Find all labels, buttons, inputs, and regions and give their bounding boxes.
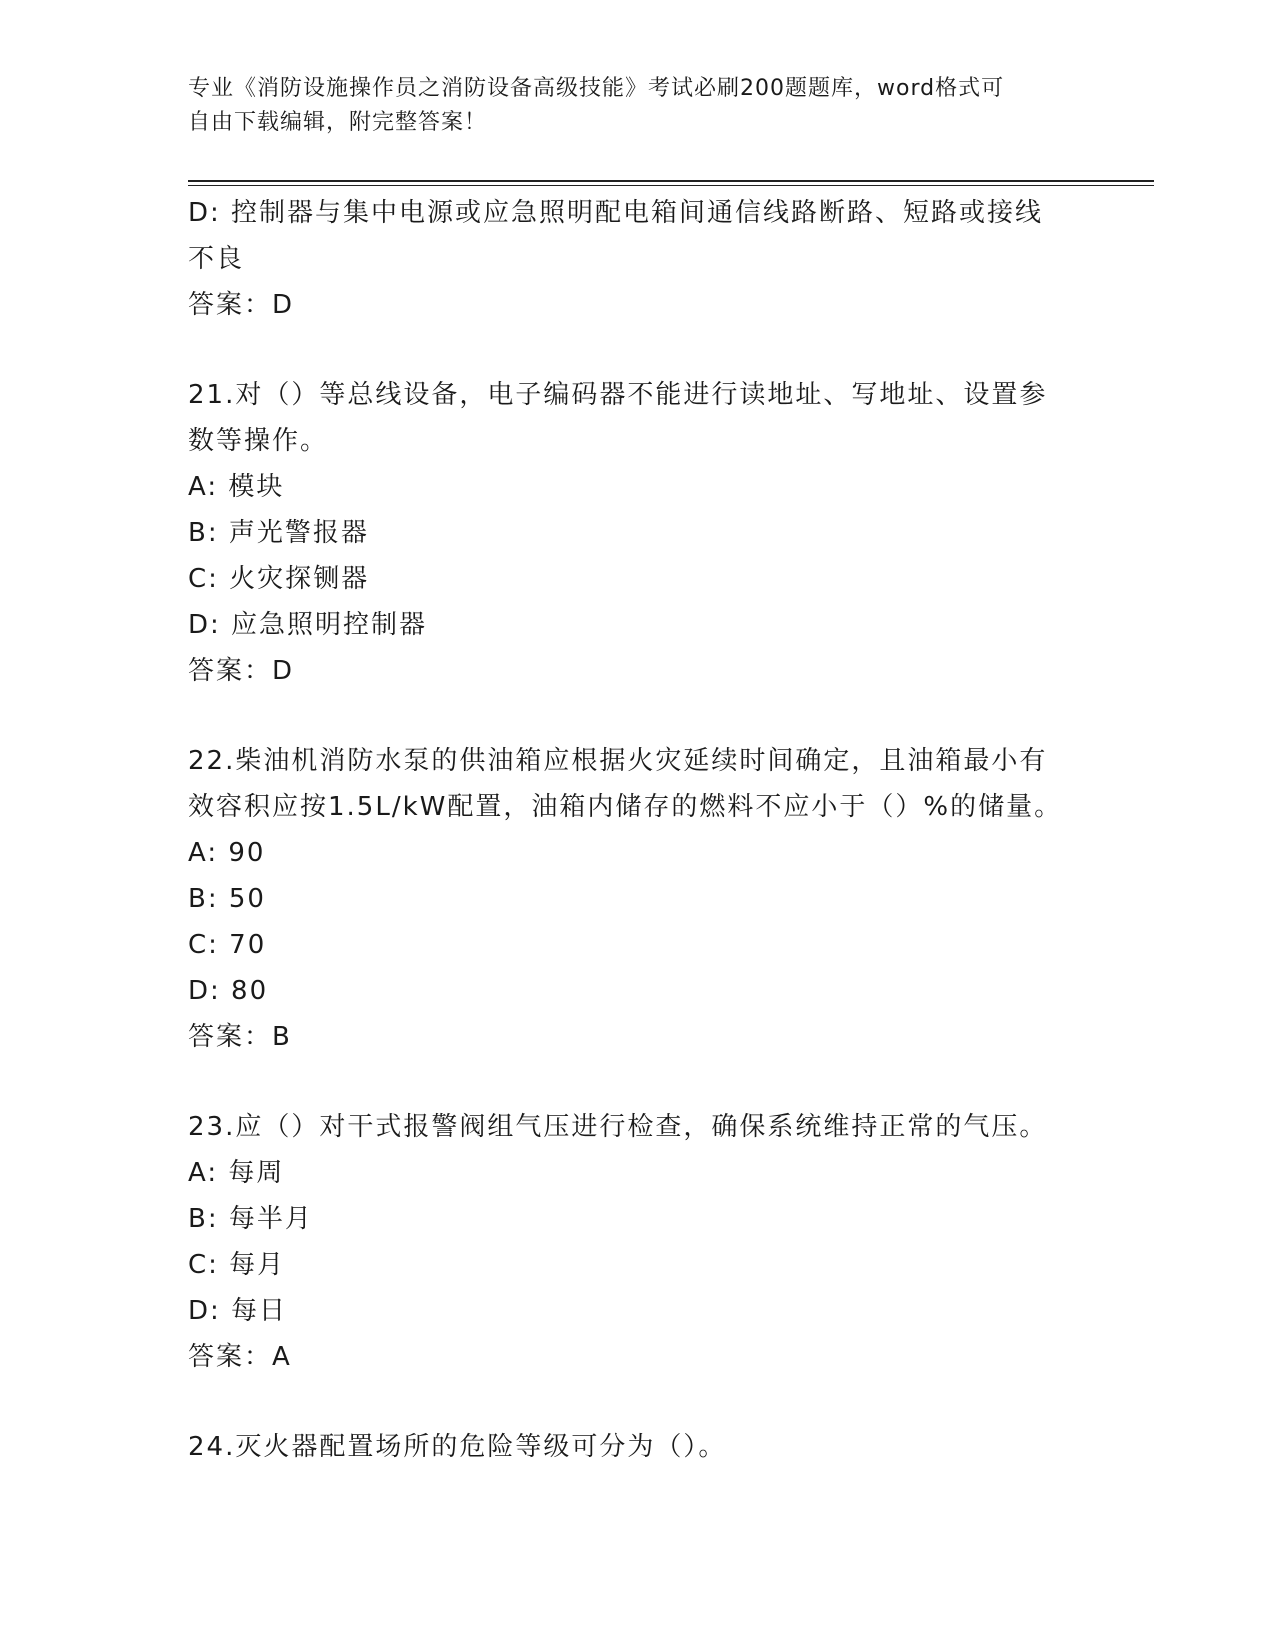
header-divider-thick (188, 180, 1154, 182)
option-c: C: 火灾探铡器 (188, 564, 370, 594)
question-24 (188, 1424, 1088, 1470)
option-a: A: 每周 (188, 1158, 285, 1188)
question-stem: 23.应（）对干式报警阀组气压进行检查，确保系统维持正常的气压。 (188, 1112, 1048, 1142)
question-22 (188, 738, 1088, 1060)
option-b: B: 50 (188, 884, 266, 914)
option-d: D: 每日 (188, 1296, 288, 1326)
option-c: C: 70 (188, 930, 267, 960)
question-21 (188, 372, 1088, 694)
option-d: D: 应急照明控制器 (188, 610, 428, 640)
spacer (188, 694, 1088, 738)
question-stem-continuation: 效容积应按1.5L/kW配置，油箱内储存的燃料不应小于（）%的储量。 (188, 792, 1063, 822)
option-d-continuation: 不良 (188, 244, 245, 274)
document-header (188, 72, 1068, 140)
header-divider-thin (188, 185, 1154, 186)
header-line-1: 专业《消防设施操作员之消防设备高级技能》考试必刷200题题库，word格式可 (188, 76, 1005, 101)
option-b: B: 每半月 (188, 1204, 313, 1234)
question-stem-continuation: 数等操作。 (188, 426, 329, 456)
question-stem: 22.柴油机消防水泵的供油箱应根据火灾延续时间确定，且油箱最小有 (188, 746, 1048, 776)
option-c: C: 每月 (188, 1250, 286, 1280)
header-line-2: 自由下载编辑，附完整答案！ (188, 110, 488, 135)
answer-line: 答案：B (188, 1022, 292, 1052)
question-23 (188, 1104, 1088, 1380)
spacer (188, 1380, 1088, 1424)
question-stem: 21.对（）等总线设备，电子编码器不能进行读地址、写地址、设置参 (188, 380, 1048, 410)
answer-line: 答案：A (188, 1342, 292, 1372)
answer-line: 答案：D (188, 290, 295, 320)
option-a: A: 90 (188, 838, 266, 868)
option-d: D: 控制器与集中电源或应急照明配电箱间通信线路断路、短路或接线 (188, 198, 1044, 228)
answer-line: 答案：D (188, 656, 295, 686)
spacer (188, 328, 1088, 372)
option-a: A: 模块 (188, 472, 285, 502)
spacer (188, 1060, 1088, 1104)
question-20-continuation (188, 190, 1088, 328)
option-d: D: 80 (188, 976, 269, 1006)
option-b: B: 声光警报器 (188, 518, 369, 548)
document-body (188, 190, 1088, 1470)
question-stem: 24.灭火器配置场所的危险等级可分为（）。 (188, 1432, 727, 1462)
